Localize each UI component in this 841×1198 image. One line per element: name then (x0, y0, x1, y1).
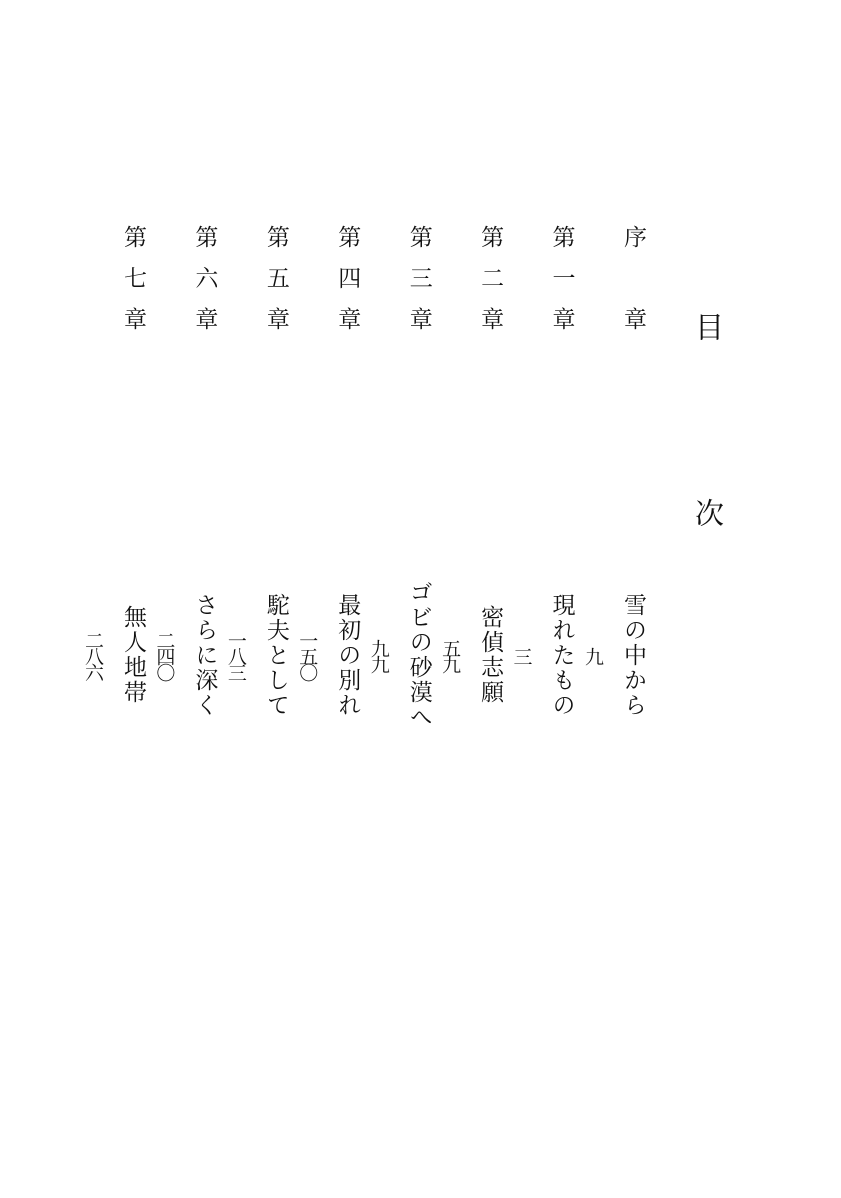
page-number: 二八六 (82, 631, 104, 679)
toc-entry-body (296, 345, 367, 965)
toc-entry (367, 225, 439, 965)
chapter-number: 第二章 (477, 225, 504, 330)
chapter-number: 第六章 (191, 225, 218, 330)
chapter-title: さらに深く (191, 592, 218, 718)
toc-entry (581, 225, 653, 965)
chapter-title: 無人地帯 (120, 605, 146, 705)
chapter-title: 駝夫として (262, 592, 289, 718)
page-number: 一五〇 (296, 631, 319, 679)
chapter-title: 雪の中から (619, 592, 646, 718)
page-number: 五九 (439, 639, 462, 671)
page-number: 九 (581, 647, 604, 663)
page-number: 一八三 (224, 631, 247, 679)
toc-entry-body (82, 345, 153, 965)
chapter-number: 第三章 (405, 225, 432, 330)
chapter-number: 第四章 (334, 225, 361, 330)
chapter-number: 第五章 (262, 225, 289, 330)
toc-entry (153, 225, 224, 965)
page-number: 二四〇 (153, 631, 176, 679)
toc-entry-body (439, 345, 510, 965)
chapter-title: 最初の別れ (334, 592, 361, 718)
toc-entry (82, 225, 153, 965)
toc-entry-body (224, 345, 296, 965)
toc-entry-body (367, 345, 439, 965)
toc-entry (510, 225, 582, 965)
chapter-number: 第七章 (120, 225, 146, 330)
page-number: 三 (510, 647, 533, 663)
toc-entry-body (153, 345, 224, 965)
toc-entry (296, 225, 367, 965)
toc-entry-body (510, 345, 582, 965)
toc-entry (439, 225, 510, 965)
chapter-title: ゴビの砂漠へ (405, 580, 432, 730)
toc-entry (224, 225, 296, 965)
table-of-contents (82, 225, 653, 965)
page-title: 目 次 (691, 312, 725, 591)
toc-entry-body (581, 345, 653, 965)
chapter-title: 密偵志願 (477, 605, 504, 705)
chapter-title: 現れたもの (548, 592, 575, 718)
chapter-number: 第一章 (548, 225, 575, 330)
chapter-number: 序 章 (619, 225, 646, 330)
page-number: 九九 (367, 639, 390, 671)
